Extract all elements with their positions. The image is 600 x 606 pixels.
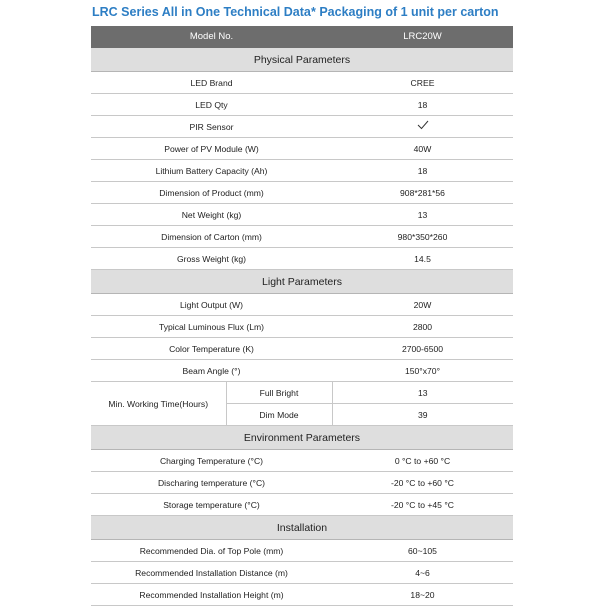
row-value: 908*281*56 <box>332 182 513 204</box>
row-value: 2800 <box>332 316 513 338</box>
row-value: 40W <box>332 138 513 160</box>
row-value: -20 °C to +60 °C <box>332 472 513 494</box>
row-label: Dimension of Product (mm) <box>91 182 332 204</box>
row-label: Recommended Dia. of Top Pole (mm) <box>91 540 332 562</box>
row-label: Lithium Battery Capacity (Ah) <box>91 160 332 182</box>
technical-data-table <box>91 26 513 606</box>
row-label: Beam Angle (°) <box>91 360 332 382</box>
table-row <box>91 226 513 248</box>
row-label: Gross Weight (kg) <box>91 248 332 270</box>
table-row <box>91 72 513 94</box>
table-row <box>91 494 513 516</box>
row-label: Discharing temperature (°C) <box>91 472 332 494</box>
row-label: Power of PV Module (W) <box>91 138 332 160</box>
row-value: 13 <box>332 204 513 226</box>
row-value <box>332 116 513 138</box>
section-light <box>91 270 513 294</box>
table-row <box>91 338 513 360</box>
row-label: Recommended Installation Distance (m) <box>91 562 332 584</box>
row-value: 980*350*260 <box>332 226 513 248</box>
check-mark-icon <box>417 120 429 130</box>
row-label: Storage temperature (°C) <box>91 494 332 516</box>
row-value: 20W <box>332 294 513 316</box>
row-label: Typical Luminous Flux (Lm) <box>91 316 332 338</box>
section-title: Light Parameters <box>91 270 513 294</box>
model-value: LRC20W <box>332 26 513 48</box>
dim-mode-value: 39 <box>332 404 513 426</box>
full-bright-value: 13 <box>332 382 513 404</box>
table-row <box>91 562 513 584</box>
row-value: CREE <box>332 72 513 94</box>
row-label: LED Qty <box>91 94 332 116</box>
table-row <box>91 248 513 270</box>
title-row <box>92 5 512 21</box>
header-row <box>91 26 513 48</box>
packaging-note: * Packaging of 1 unit per carton <box>311 5 499 19</box>
table-row <box>91 360 513 382</box>
row-label: Dimension of Carton (mm) <box>91 226 332 248</box>
table-row <box>91 94 513 116</box>
table-row <box>91 450 513 472</box>
section-title: Installation <box>91 516 513 540</box>
row-label: Charging Temperature (°C) <box>91 450 332 472</box>
table-row <box>91 294 513 316</box>
section-physical <box>91 48 513 72</box>
row-label: Recommended Installation Height (m) <box>91 584 332 606</box>
table-row <box>91 540 513 562</box>
dim-mode-label: Dim Mode <box>226 404 332 426</box>
table-row <box>91 584 513 606</box>
row-label: Color Temperature (K) <box>91 338 332 360</box>
table-row <box>91 182 513 204</box>
row-value: 0 °C to +60 °C <box>332 450 513 472</box>
row-value: 2700-6500 <box>332 338 513 360</box>
full-bright-label: Full Bright <box>226 382 332 404</box>
row-value: -20 °C to +45 °C <box>332 494 513 516</box>
table-row <box>91 116 513 138</box>
section-title: Environment Parameters <box>91 426 513 450</box>
row-label: Light Output (W) <box>91 294 332 316</box>
table-row <box>91 138 513 160</box>
section-title: Physical Parameters <box>91 48 513 72</box>
row-label: PIR Sensor <box>91 116 332 138</box>
table-row <box>91 382 513 404</box>
row-label: LED Brand <box>91 72 332 94</box>
row-label: Net Weight (kg) <box>91 204 332 226</box>
section-installation <box>91 516 513 540</box>
row-value: 60~105 <box>332 540 513 562</box>
row-value: 18 <box>332 160 513 182</box>
working-time-label: Min. Working Time(Hours) <box>91 382 226 426</box>
row-value: 18 <box>332 94 513 116</box>
document-title: LRC Series All in One Technical Data <box>92 5 311 19</box>
table-row <box>91 160 513 182</box>
table-row <box>91 316 513 338</box>
row-value: 4~6 <box>332 562 513 584</box>
model-label: Model No. <box>91 26 332 48</box>
section-environment <box>91 426 513 450</box>
row-value: 14.5 <box>332 248 513 270</box>
row-value: 150°x70° <box>332 360 513 382</box>
table-row <box>91 204 513 226</box>
table-row <box>91 472 513 494</box>
row-value: 18~20 <box>332 584 513 606</box>
